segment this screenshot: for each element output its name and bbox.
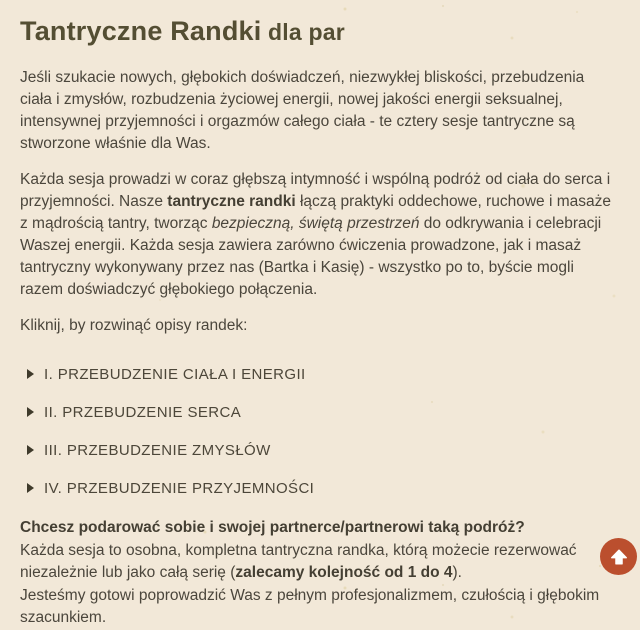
accordion-item-3[interactable] [27, 441, 620, 459]
page-title [20, 13, 620, 49]
triangle-right-icon [27, 445, 34, 455]
outro-paragraph-1-bold: zalecamy kolejność od 1 do 4 [235, 564, 453, 581]
intro-paragraph-1 [20, 67, 620, 155]
accordion-list [20, 365, 620, 497]
outro-paragraph-1-text-a: Każda sesja to osobna, kompletna tantryczna randka, którą możecie rezerwować niezależnie lub jako całą serię ( [20, 541, 577, 581]
triangle-right-icon [27, 483, 34, 493]
page-title-sub: dla par [261, 19, 345, 45]
intro-paragraph-1-text: Jeśli szukacie nowych, głębokich doświadczeń, niezwykłej bliskości, przebudzenia ciała i zmysłów, rozbudzenia życiowej energii, nowej jakości energii seksualnej, intensywnej przyjemności i orgazmów całego ciała - te cztery sesje tantryczne są stworzone właśnie dla Was. [20, 69, 585, 152]
accordion-item-4[interactable] [27, 479, 620, 497]
accordion-item-2[interactable] [27, 403, 620, 421]
intro-paragraph-2-text-c: do odkrywania i celebracji Waszej energii. Każda sesja zawiera zarówno ćwiczenia prowadzone, jak i masaż tantryczny wykonywany przez nas (Bartka i Kasię) - wszystko po to, byście mogli razem doświadczyć głębokiego połączenia. [20, 215, 602, 298]
outro-section [20, 517, 620, 630]
expand-hint-label: Kliknij, by rozwinąć opisy randek: [20, 317, 248, 334]
arrow-up-icon [608, 546, 630, 568]
triangle-right-icon [27, 407, 34, 417]
expand-hint-text [20, 315, 620, 337]
outro-question-text: Chcesz podarować sobie i swojej partnerce/partnerowi taką podróż? [20, 519, 525, 536]
triangle-right-icon [27, 369, 34, 379]
accordion-item-2-label: II. PRZEBUDZENIE SERCA [44, 403, 242, 421]
intro-paragraph-2-bold: tantryczne randki [167, 193, 296, 210]
page-title-main: Tantryczne Randki [20, 16, 262, 46]
accordion-item-3-label: III. PRZEBUDZENIE ZMYSŁÓW [44, 441, 271, 459]
outro-paragraph-1-text-b: ). [452, 564, 462, 581]
outro-question [20, 517, 620, 540]
outro-paragraph-1 [20, 540, 620, 585]
intro-paragraph-2-text-a: Każda sesja prowadzi w coraz głębszą intymność i wspólną podróż od ciała do serca i przyjemności. Nasze [20, 171, 611, 210]
outro-paragraph-2-text: Jesteśmy gotowi poprowadzić Was z pełnym profesjonalizmem, czułością i głębokim szacunkiem. [20, 586, 600, 626]
intro-paragraph-2-italic: bezpieczną, świętą przestrzeń [211, 215, 420, 232]
scroll-to-top-button[interactable] [600, 538, 637, 575]
intro-paragraph-2-text-b: łączą praktyki oddechowe, ruchowe i masaże z mądrością tantry, tworząc [20, 193, 611, 232]
intro-paragraph-2 [20, 169, 620, 301]
accordion-item-1-label: I. PRZEBUDZENIE CIAŁA I ENERGII [44, 365, 306, 383]
outro-paragraph-2 [20, 585, 620, 630]
accordion-item-4-label: IV. PRZEBUDZENIE PRZYJEMNOŚCI [44, 479, 315, 497]
accordion-item-1[interactable] [27, 365, 620, 383]
